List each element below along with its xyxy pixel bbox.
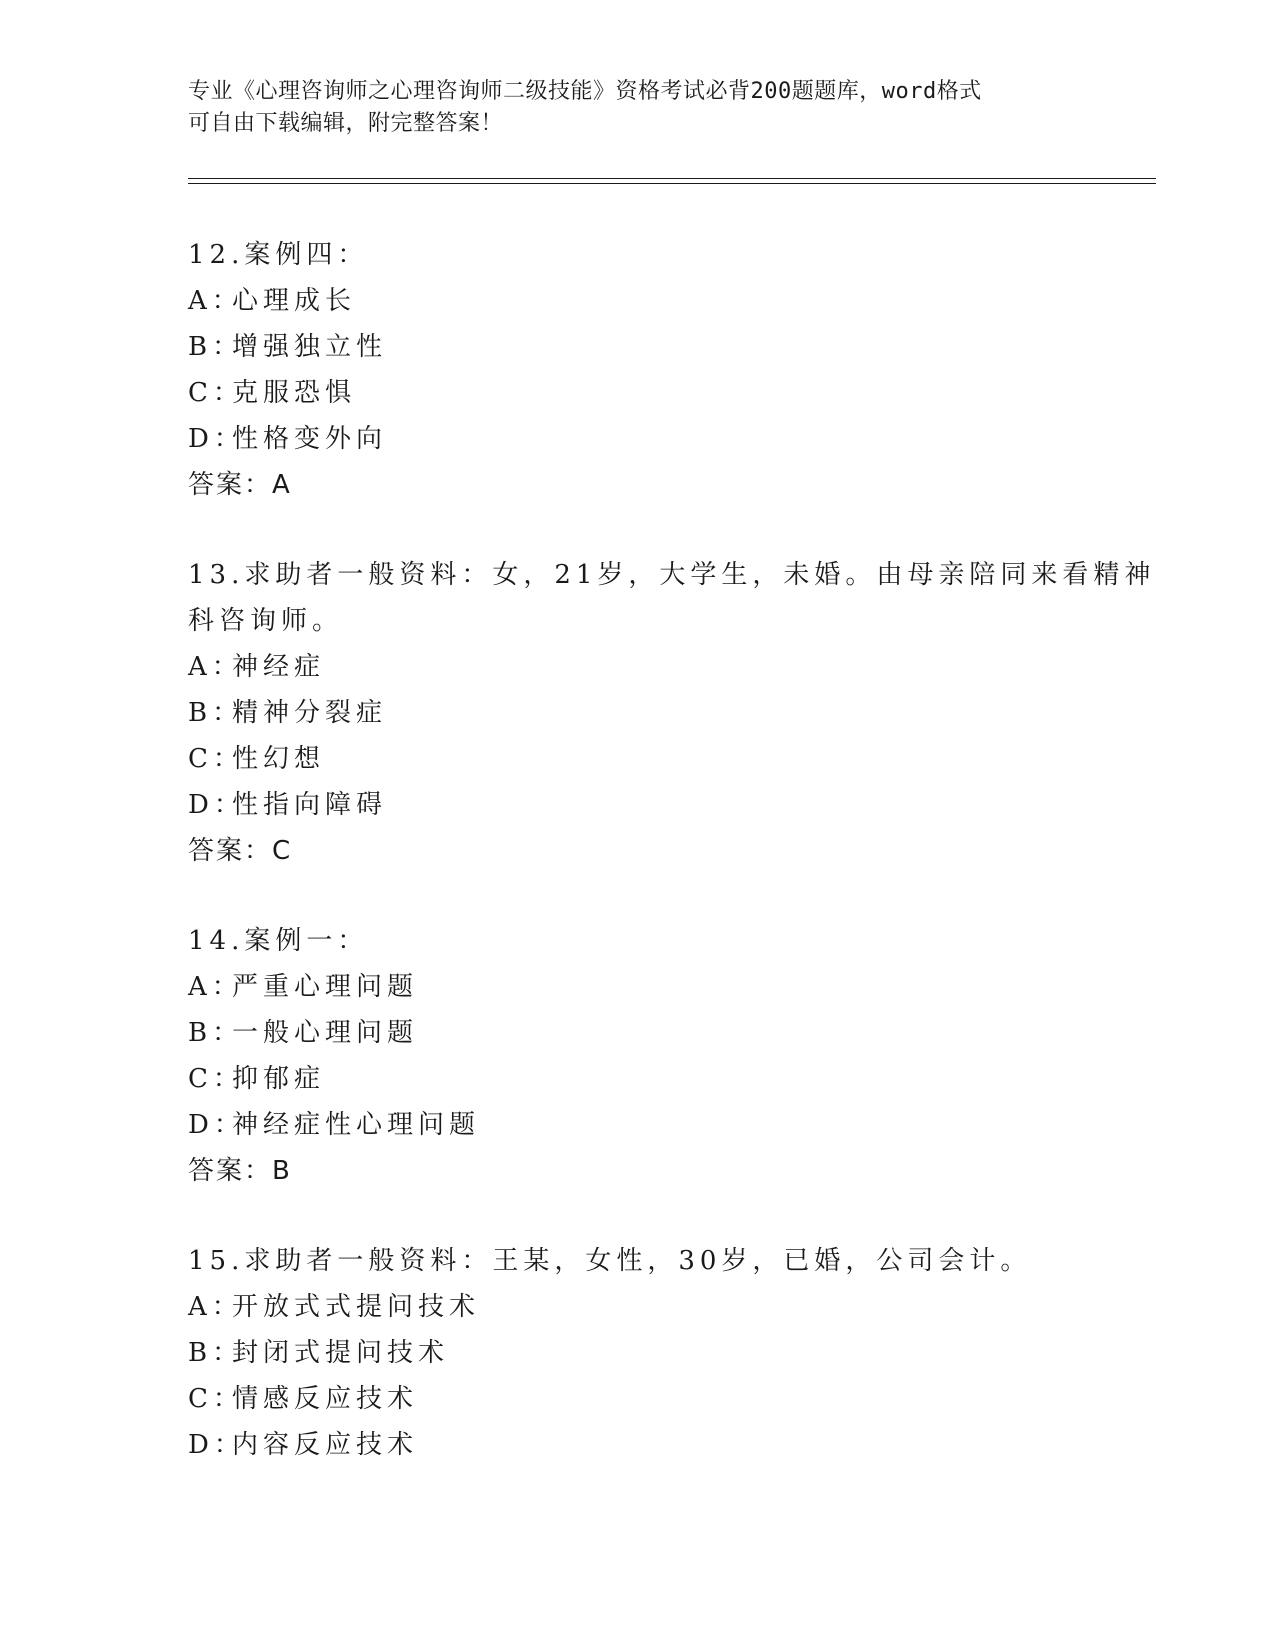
option-letter: C： <box>188 1384 244 1414</box>
option-a <box>188 644 1088 690</box>
option-c <box>188 1376 1088 1422</box>
option-text: 克服恐惧 <box>232 378 357 408</box>
option-letter: D： <box>188 790 245 820</box>
option-b <box>188 690 1088 736</box>
option-d <box>188 416 1088 462</box>
option-text: 开放式式提问技术 <box>232 1292 481 1322</box>
option-letter: B： <box>188 332 244 362</box>
header-divider-bottom <box>188 183 1156 184</box>
option-text: 神经症性心理问题 <box>232 1110 481 1140</box>
answer-line: 答案：B <box>188 1156 292 1186</box>
document-header <box>188 76 1088 140</box>
option-letter: D： <box>188 1430 245 1460</box>
option-b <box>188 1330 1088 1376</box>
question-14 <box>188 918 1088 1194</box>
option-d <box>188 782 1088 828</box>
option-text: 内容反应技术 <box>232 1430 419 1460</box>
option-text: 抑郁症 <box>232 1064 326 1094</box>
option-text: 一般心理问题 <box>232 1018 419 1048</box>
option-text: 情感反应技术 <box>232 1384 419 1414</box>
option-c <box>188 736 1088 782</box>
header-divider-top <box>188 178 1156 179</box>
option-a <box>188 964 1088 1010</box>
option-letter: C： <box>188 744 244 774</box>
question-stem-continued: 科咨询师。 <box>188 606 344 636</box>
option-text: 严重心理问题 <box>232 972 419 1002</box>
question-15 <box>188 1238 1088 1468</box>
option-d <box>188 1102 1088 1148</box>
option-letter: D： <box>188 1110 245 1140</box>
option-text: 精神分裂症 <box>232 698 388 728</box>
header-title-line-1: 专业《心理咨询师之心理咨询师二级技能》资格考试必背200题题库，word格式 <box>188 79 982 104</box>
question-stem: 12.案例四： <box>188 240 369 270</box>
option-a <box>188 1284 1088 1330</box>
option-d <box>188 1422 1088 1468</box>
option-letter: A： <box>188 652 243 682</box>
option-text: 性格变外向 <box>232 424 388 454</box>
answer-line: 答案：C <box>188 836 293 866</box>
question-list <box>188 232 1156 1512</box>
option-letter: A： <box>188 972 243 1002</box>
option-text: 心理成长 <box>232 286 357 316</box>
option-text: 神经症 <box>232 652 326 682</box>
question-13 <box>188 552 1156 874</box>
option-letter: B： <box>188 1338 244 1368</box>
option-c <box>188 1056 1088 1102</box>
option-text: 性幻想 <box>232 744 326 774</box>
question-stem: 13.求助者一般资料：女，21岁，大学生，未婚。由母亲陪同来看精神 <box>188 560 1156 590</box>
option-b <box>188 1010 1088 1056</box>
option-letter: A： <box>188 1292 243 1322</box>
option-b <box>188 324 1088 370</box>
option-text: 封闭式提问技术 <box>232 1338 450 1368</box>
option-c <box>188 370 1088 416</box>
option-text: 性指向障碍 <box>232 790 388 820</box>
option-letter: B： <box>188 1018 244 1048</box>
header-title-line-2: 可自由下载编辑，附完整答案！ <box>188 111 504 136</box>
answer-line: 答案：A <box>188 470 292 500</box>
question-12 <box>188 232 1088 508</box>
option-letter: C： <box>188 1064 244 1094</box>
option-letter: B： <box>188 698 244 728</box>
option-letter: C： <box>188 378 244 408</box>
option-a <box>188 278 1088 324</box>
question-stem: 14.案例一： <box>188 926 369 956</box>
option-letter: A： <box>188 286 243 316</box>
option-letter: D： <box>188 424 245 454</box>
question-stem: 15.求助者一般资料：王某，女性，30岁，已婚，公司会计。 <box>188 1246 1032 1276</box>
option-text: 增强独立性 <box>232 332 388 362</box>
